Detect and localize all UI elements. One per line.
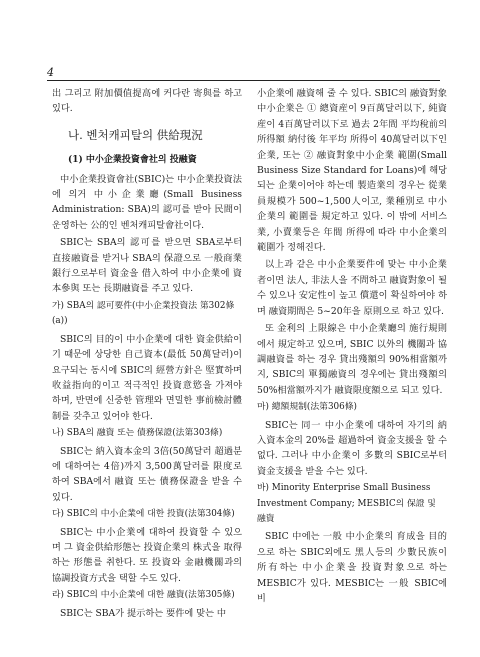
paragraph-continued-3: 또 金利의 上限線은 中小企業廳의 施行規則에서 規定하고 있으며, SBIC 以外의 機關과 協調融資를 하는 경우 貸出殘額의 90%相當額까지, SBIC의 單獨融資의 경우에는 貸出殘額의 50%相當額까지가 融資限度額으로 되고 있다. — [257, 323, 447, 396]
section-heading: 나. 벤처캐피탈의 供給現況 — [68, 127, 203, 142]
right-column — [257, 86, 447, 608]
paragraph-ma: SBIC는 同一 中小企業에 대하여 자기의 納入資本金의 20%를 超過하여 資金支援을 할 수 없다. 그러나 中小企業이 多數의 SBIC로부터 資金支援을 받을 수는 있다. — [257, 419, 447, 477]
paragraph-sbic-funding: SBIC는 SBA의 認可를 받으면 SBA로부터 直接融資를 받거나 SBA의 保證으로 一般商業銀行으로부터 資金을 借入하여 中小企業에 資本參與 또는 長期融資를 주고 있다. — [52, 237, 242, 295]
header-rule — [47, 80, 440, 81]
left-column — [52, 86, 242, 623]
paragraph-sbic-definition: 中小企業投資會社(SBIC)는 中小企業投資法에 의거 中小企業廳(Small Business Administration: SBA)의 認可를 받아 民間이 운영하는 公的인 벤처캐피탈會社이다. — [52, 173, 242, 231]
item-heading-ba: 바) Minority Enterprise Small Business Investment Company; MESBIC의 保證 및 融資 — [257, 483, 436, 524]
paragraph-continued-2: 以上과 같은 中小企業要件에 맞는 中小企業者이면 法人, 非法人을 不問하고 融資對象이 될 수 있으나 安定性이 높고 償還이 확실하여야 하며 融資期間은 5~20年을 原則으로 하고 있다. — [257, 259, 447, 317]
item-heading-ra: 라) SBIC의 中小企業에 대한 融資(法第305條) — [52, 590, 235, 601]
subheading-sbic: (1) 中小企業投資會社의 投融資 — [68, 155, 197, 166]
paragraph-ba: SBIC 中에는 一般 中小企業의 育成을 目的으로 하는 SBIC외에도 黑人등의 少數民族이 所有하는 中小企業을 投資對象으로 하는 MESBIC가 있다. MESBIC는 一般 SBIC에 비 — [257, 531, 447, 604]
page-number: 4 — [47, 66, 54, 79]
paragraph-ga: SBIC의 目的이 中小企業에 대한 資金供給이기 때문에 상당한 自己資本(最低 50萬달러)이 요구되는 동시에 SBIC의 經營方針은 堅實하며 收益指向的이고 적극적인 投資意慾을 가져야 하며, 반면에 신중한 管理와 면밀한 事前檢討體制를 갖추고 있어야 한다. — [52, 333, 242, 422]
item-heading-ga: 가) SBA의 認可要件(中小企業投資法 第302條 (a)) — [52, 300, 235, 327]
intro-paragraph: 出 그리고 附加價值提高에 커다란 寄與를 하고 있다. — [52, 88, 242, 115]
item-heading-ma: 마) 總額規制(法第306條) — [257, 402, 357, 413]
paragraph-da: SBIC는 中小企業에 대하여 投資할 수 있으며 그 資金供給形態는 投資企業의 株式을 取得하는 形態를 취한다. 또 投資와 金融機關과의 協調投資方式을 택할 수도 있다. — [52, 526, 242, 584]
paragraph-ra: SBIC는 SBA가 提示하는 要件에 맞는 中 — [60, 607, 227, 619]
item-heading-da: 다) SBIC의 中小企業에 대한 投資(法第304條) — [52, 509, 235, 520]
paragraph-continued-1: 小企業에 融資해 줄 수 있다. SBIC의 融資對象中小企業은 ① 總資産이 9百萬달러以下, 純資産이 4百萬달러以下로 過去 2年間 平均稅前의 所得額 納付後 年平均 所得이 40萬달러以下인 企業, 또는 ② 融資對象中小企業 範圍(Small Business Size Standard for Loans)에 해당되는 企業이어야 하는데 製造業의 경우는 從業員規模가 500~1,500人이고, 業種別로 中小企業의 範圍를 規定하고 있다. 이 밖에 서비스業, 小賣業등은 年間 所得에 따라 中小企業의 範圍가 정해진다. — [257, 88, 447, 254]
paragraph-na: SBIC는 納入資本金의 3倍(50萬달러 超過분에 대하여는 4倍)까지 3,500萬달러를 限度로 하여 SBA에서 融資 또는 債務保證을 받을 수 있다. — [52, 445, 242, 503]
item-heading-na: 나) SBA의 融資 또는 債務保證(法第303條) — [52, 428, 223, 439]
